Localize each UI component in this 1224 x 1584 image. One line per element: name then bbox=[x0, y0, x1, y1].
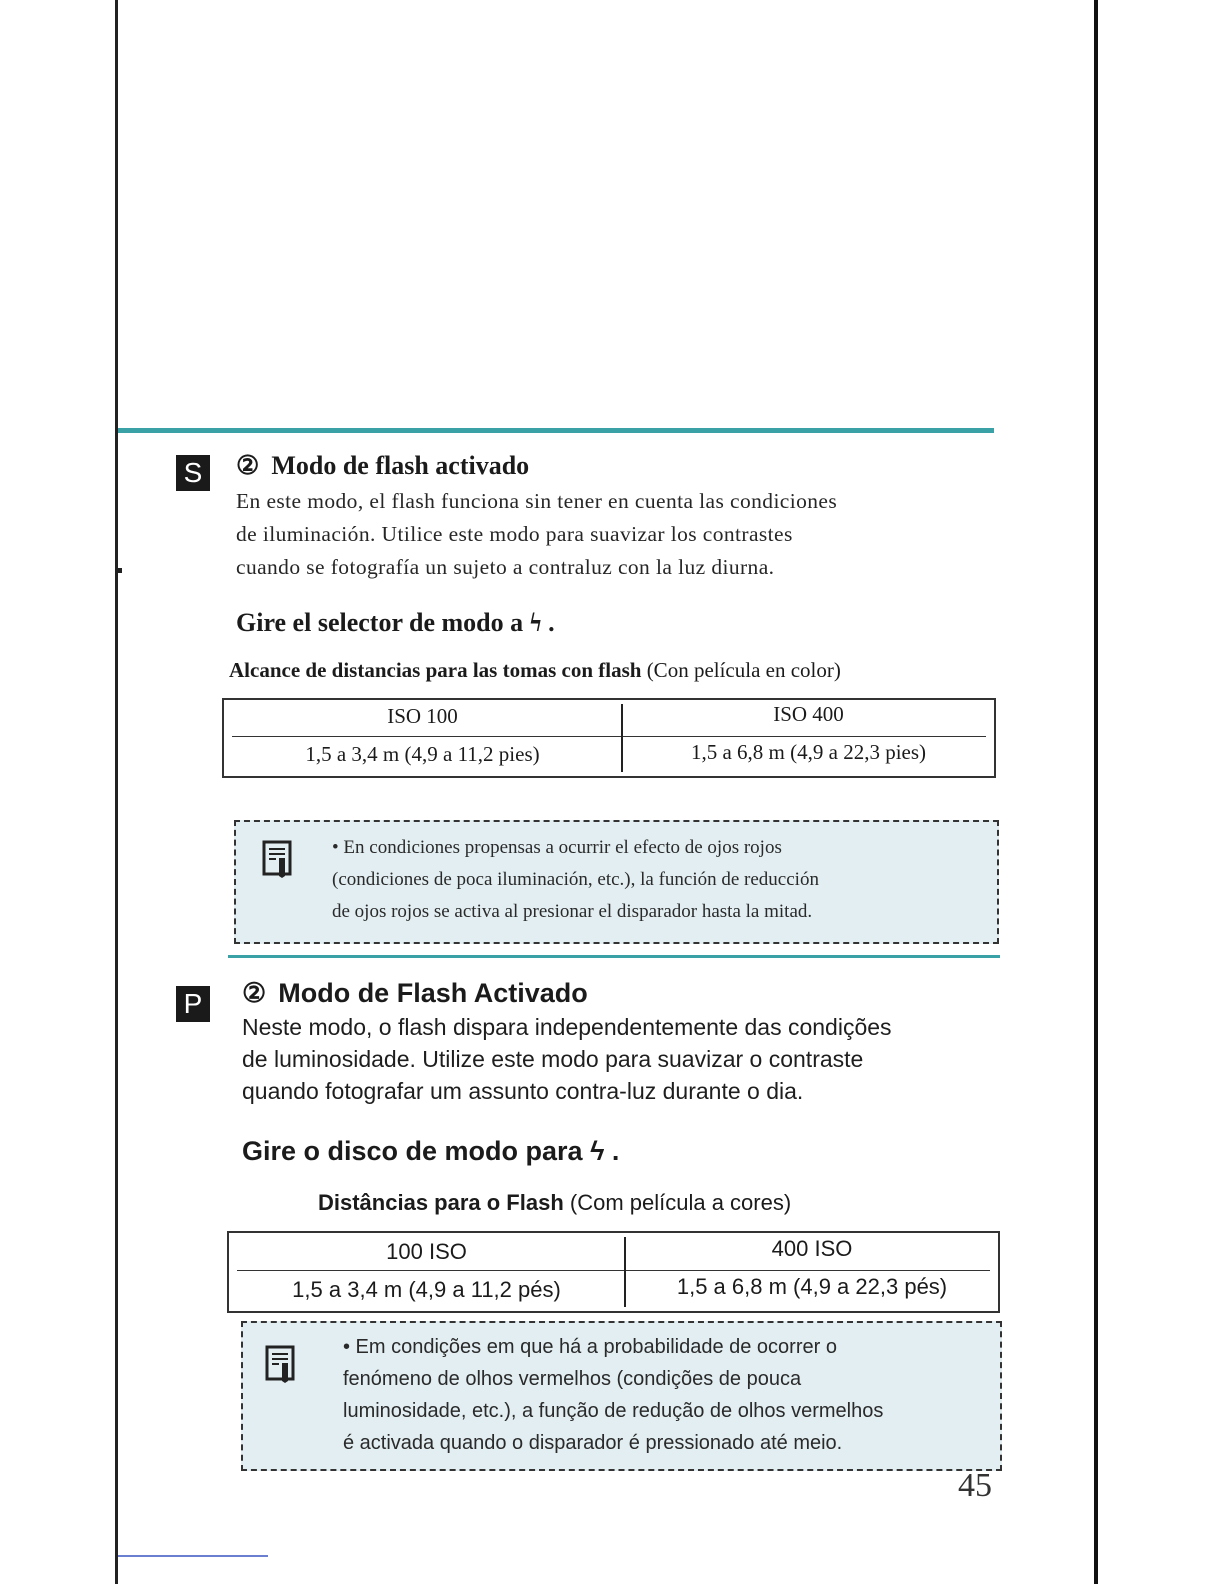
spanish-note-line: (condiciones de poca iluminación, etc.), la función de reducción bbox=[332, 869, 819, 890]
portuguese-table-caption-title: Distâncias para o Flash bbox=[318, 1190, 564, 1215]
step-number: ② bbox=[242, 978, 267, 1008]
page-bottom-mark bbox=[118, 1555, 268, 1557]
portuguese-note-box bbox=[241, 1321, 1002, 1471]
spanish-heading-text: Modo de flash activado bbox=[271, 451, 530, 480]
spanish-flash-range-table bbox=[222, 698, 996, 778]
portuguese-instruction: Gire o disco de modo para ϟ . bbox=[242, 1136, 620, 1166]
page-left-edge bbox=[115, 0, 118, 1584]
spanish-description-line: de iluminación. Utilice este modo para suavizar los contrastes bbox=[236, 522, 793, 546]
portuguese-flash-range-table bbox=[227, 1231, 1000, 1313]
portuguese-language-badge: P bbox=[176, 986, 210, 1022]
spanish-table-caption bbox=[229, 658, 841, 683]
spanish-instruction: Gire el selector de modo a ϟ . bbox=[236, 608, 555, 637]
section-divider-middle bbox=[228, 955, 1000, 958]
spanish-note-line: • En condiciones propensas a ocurrir el efecto de ojos rojos bbox=[332, 837, 782, 858]
spanish-description-line: cuando se fotografía un sujeto a contraluz con la luz diurna. bbox=[236, 555, 775, 579]
table-value-iso400: 1,5 a 6,8 m (4,9 a 22,3 pés) bbox=[676, 1274, 948, 1299]
table-rule bbox=[232, 736, 986, 737]
section-divider-top bbox=[118, 428, 994, 433]
step-number: ② bbox=[236, 451, 260, 480]
table-header-iso400: ISO 400 bbox=[773, 702, 844, 726]
portuguese-note-text bbox=[343, 1331, 883, 1459]
spanish-table-caption-note: (Con película en color) bbox=[641, 658, 841, 682]
portuguese-description bbox=[242, 1011, 1002, 1107]
spanish-language-badge: S bbox=[176, 455, 210, 491]
portuguese-heading-text: Modo de Flash Activado bbox=[278, 978, 588, 1008]
portuguese-description-line: quando fotografar um assunto contra-luz durante o dia. bbox=[242, 1078, 804, 1104]
page-right-edge bbox=[1094, 0, 1098, 1584]
portuguese-note-line: é activada quando o disparador é pressionado até meio. bbox=[343, 1432, 843, 1454]
portuguese-note-line: luminosidade, etc.), a função de redução de olhos vermelhos bbox=[343, 1400, 884, 1422]
spanish-heading bbox=[236, 451, 529, 481]
spanish-description bbox=[236, 485, 996, 584]
portuguese-description-line: de luminosidade. Utilize este modo para suavizar o contraste bbox=[242, 1046, 864, 1072]
table-value-iso100: 1,5 a 3,4 m (4,9 a 11,2 pies) bbox=[305, 742, 540, 766]
portuguese-table-caption-note: (Com película a cores) bbox=[563, 1190, 792, 1215]
memo-icon bbox=[265, 1345, 295, 1383]
portuguese-note-line: • Em condições em que há a probabilidade de ocorrer o bbox=[343, 1336, 837, 1358]
portuguese-table-caption bbox=[318, 1190, 791, 1216]
table-header-iso400: 400 ISO bbox=[771, 1236, 853, 1261]
table-header-iso100: ISO 100 bbox=[387, 704, 458, 728]
table-rule bbox=[237, 1270, 990, 1271]
spanish-note-text bbox=[332, 832, 819, 928]
portuguese-note-line: fenómeno de olhos vermelhos (condições de pouca bbox=[343, 1368, 802, 1390]
margin-mark bbox=[118, 568, 122, 573]
spanish-description-line: En este modo, el flash funciona sin tener en cuenta las condiciones bbox=[236, 489, 838, 513]
spanish-note-line: de ojos rojos se activa al presionar el disparador hasta la mitad. bbox=[332, 901, 813, 922]
portuguese-description-line: Neste modo, o flash dispara independentemente das condições bbox=[242, 1014, 892, 1040]
table-value-iso100: 1,5 a 3,4 m (4,9 a 11,2 pés) bbox=[292, 1277, 561, 1302]
memo-icon bbox=[262, 840, 292, 878]
portuguese-heading bbox=[242, 978, 588, 1009]
table-value-iso400: 1,5 a 6,8 m (4,9 a 22,3 pies) bbox=[690, 740, 927, 764]
page-number: 45 bbox=[958, 1467, 992, 1504]
spanish-table-caption-title: Alcance de distancias para las tomas con flash bbox=[229, 658, 642, 682]
spanish-note-box bbox=[234, 820, 999, 944]
table-header-iso100: 100 ISO bbox=[386, 1239, 467, 1264]
